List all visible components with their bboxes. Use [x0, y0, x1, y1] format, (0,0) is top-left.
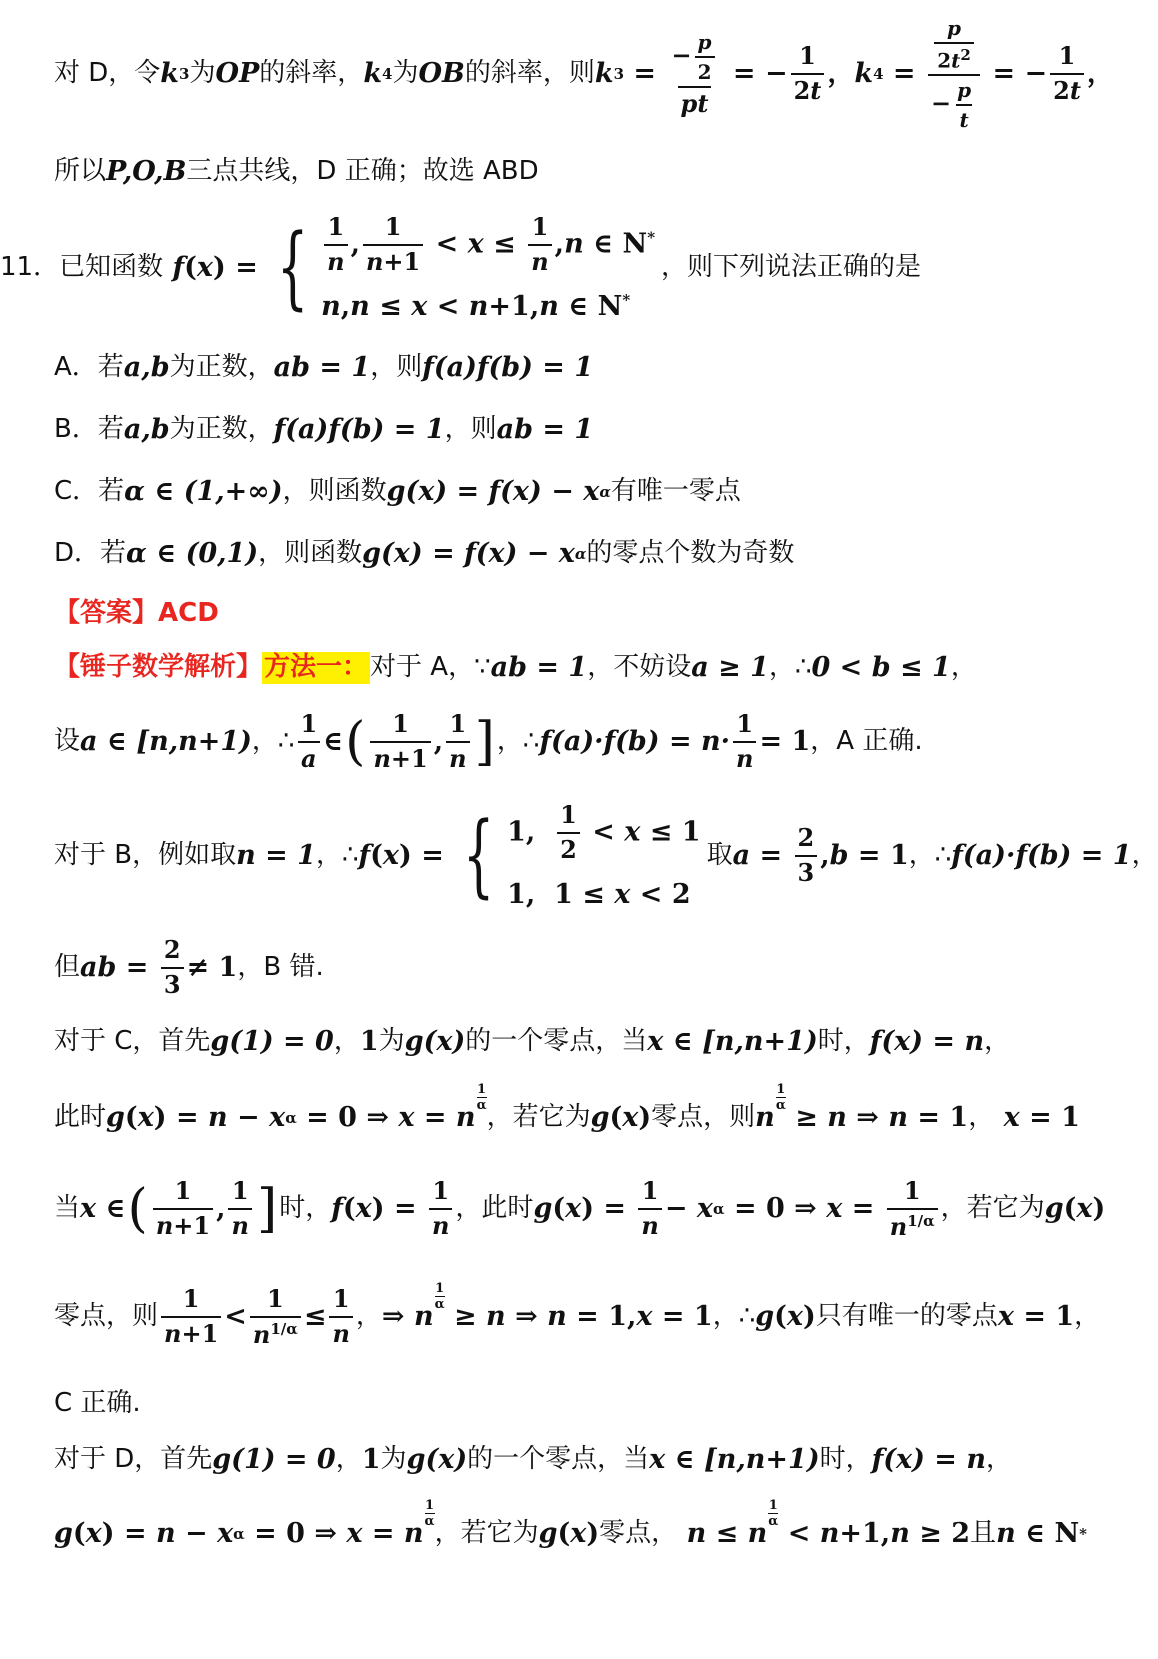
text: 对于 A，∵ [370, 652, 491, 683]
line-d-2 [0, 1497, 1088, 1562]
option-b [0, 408, 1080, 452]
math: g ( x ) [538, 1517, 600, 1549]
math: g(x) [404, 1025, 466, 1057]
text: ，∴ [768, 652, 812, 683]
math-interval: $\frac{1}{a}$ ∈ ( $\frac{1}{n+1}$ , $\frac{1}{n}$ ] [294, 710, 496, 774]
text: 零点，则 [651, 1102, 756, 1133]
text: 此时 [54, 1102, 107, 1133]
text: ，A 正确. [810, 726, 923, 757]
math: α ∈ (0,1) [126, 537, 259, 569]
option-d [0, 532, 1080, 576]
math: n ≤ n 1 α < n +1, n ≥ 2 [686, 1497, 971, 1549]
math-values: a = $\frac{2}{3}$ , b = 1 [732, 823, 909, 887]
text: 的斜率，则 [464, 58, 595, 89]
text: 时， [279, 1193, 332, 1224]
math-ab: ab = $\frac{2}{3}$ ≠ 1 [80, 935, 238, 999]
text: ，此时 [455, 1193, 534, 1224]
math: g(x) [406, 1443, 468, 1475]
question-number: 11． [0, 252, 60, 283]
text: ，则 [444, 414, 497, 445]
math: f(a)f(b) = 1 [422, 351, 594, 383]
text: ，若它为 [486, 1102, 591, 1133]
text: ，则函数 [258, 538, 363, 569]
text: 只有唯一的零点 [815, 1301, 998, 1332]
text: ，若它为 [940, 1193, 1045, 1224]
text: 对于 B，例如取 [54, 840, 237, 871]
option-a [0, 346, 1080, 390]
math-k3-formula: k 3 = − $\frac{p}{2}$ pt = − $\frac{1}{2t}$ ， [594, 29, 855, 118]
math-piecewise: f ( x ) = { 1, $\frac{1}{2}$ < x ≤ 1 1, 1 ≤ x < 2 [358, 800, 701, 910]
math: g(1) = 0 [212, 1443, 336, 1475]
text: 已知函数 [59, 252, 164, 283]
text: ， [985, 1444, 1012, 1475]
text: ，则下列说法正确的是 [661, 252, 922, 283]
math-interval: x ∈ ( $\frac{1}{n+1}$ , $\frac{1}{n}$ ] [80, 1176, 278, 1240]
text: 为 [380, 1444, 407, 1475]
math: a,b [123, 413, 170, 445]
math: a,b [123, 351, 170, 383]
math: g ( x ) [1044, 1192, 1106, 1224]
text: ， [984, 1026, 1011, 1057]
answer-line [0, 594, 1080, 634]
line-c-5 [0, 1384, 1080, 1424]
math: n 1 α ≥ n ⇒ n = 1 [755, 1081, 969, 1133]
text: 有唯一零点 [610, 476, 741, 507]
analysis-line [0, 646, 1080, 690]
math: ab = 1 [273, 351, 371, 383]
text: 对 D，令 [54, 58, 161, 89]
math: g(1) = 0 [210, 1025, 334, 1057]
text: 的一个零点，当 [465, 1026, 648, 1057]
text: ，∴ [712, 1301, 756, 1332]
text: A．若 [54, 352, 124, 383]
math-op: OP [215, 57, 260, 89]
math: x = 1 [997, 1300, 1075, 1332]
text: ， [968, 1102, 995, 1133]
text: ，则 [370, 352, 423, 383]
line-conclusion [0, 152, 1080, 192]
line-a-proof [0, 704, 1080, 780]
text: 为正数， [169, 414, 274, 445]
math: 1 [361, 1443, 381, 1475]
math-expr: g(x) = f(x) − x [386, 475, 600, 507]
text: 当 [54, 1193, 81, 1224]
math: ab = 1 [496, 413, 594, 445]
line-c-4 [0, 1274, 1101, 1360]
math-k4: k 4 [363, 57, 393, 89]
text: ，B 错. [237, 952, 324, 983]
math: ab = 1 [490, 651, 588, 683]
math: f ( x ) = $\frac{1}{n}$ [331, 1177, 455, 1241]
text: ，∴ [908, 840, 952, 871]
question-11 [0, 210, 1080, 326]
analysis-label: 【锤子数学解析】 [54, 652, 263, 683]
line-b-example [0, 800, 1158, 912]
math: f(x) = n [869, 1025, 985, 1057]
text: C 正确. [54, 1388, 141, 1419]
math: f(a)f(b) = 1 [273, 413, 445, 445]
text: ， [335, 1444, 362, 1475]
text: ，不妨设 [587, 652, 692, 683]
option-c [0, 470, 1080, 514]
text: ， [355, 1301, 382, 1332]
text: ， [333, 1026, 360, 1057]
math: g ( x ) [755, 1300, 816, 1332]
text: 设 [54, 726, 81, 757]
math: f(a)·f(b) = 1 [951, 839, 1132, 871]
math: g ( x ) = n − x α = 0 ⇒ x = n 1 α [54, 1497, 435, 1549]
math: α ∈ (1,+∞) [124, 475, 283, 507]
text: D．若 [54, 538, 127, 569]
math: a ≥ 1 [691, 651, 769, 683]
math-function-def: f ( x ) = { $\frac{1}{n}$ , $\frac{1}{n+1}$ < x ≤ $\frac{1}{n}$ ,n ∈ N* n,n ≤ x < n+1,n ∈ N* [172, 212, 656, 322]
math: = 1 [759, 725, 811, 757]
math: x ∈ [n,n+1) [649, 1443, 820, 1475]
line-c-3 [0, 1166, 1106, 1252]
text: ，∴ [496, 726, 540, 757]
line-c-2 [0, 1081, 1080, 1146]
math-k4-formula: k 4 = $\frac{p}{2t^2}$ − $\frac{p}{t}$ = − $\frac{1}{2t}$ ， [854, 15, 1114, 133]
math-frac: $\frac{1}{n}$ [730, 710, 759, 774]
math: g ( x ) = $\frac{1}{n}$ − x α = 0 ⇒ x = $\frac{1}{n^{1/\alpha}}$ [533, 1177, 940, 1242]
math: a ∈ [n,n+1) [80, 725, 252, 757]
text: ，∴ [315, 840, 359, 871]
method-highlight: 方法一： [264, 652, 369, 683]
math: n = 1 [236, 839, 316, 871]
text: 零点， [599, 1518, 678, 1549]
text: 且 [970, 1518, 997, 1549]
math: g(x) = f(x) − x α [362, 537, 587, 569]
text: 为 [189, 58, 216, 89]
text: C．若 [54, 476, 125, 507]
line-c-1 [0, 1020, 1080, 1064]
text: 取 [706, 840, 733, 871]
text: 的零点个数为奇数 [586, 538, 795, 569]
math: f(a)·f(b) = n· [539, 725, 730, 757]
line-d-1 [0, 1438, 1080, 1482]
math: x ∈ [n,n+1) [647, 1025, 818, 1057]
text: ， [1131, 840, 1158, 871]
text: ， [1074, 1301, 1101, 1332]
math: g ( x ) = n − x α = 0 ⇒ x = n 1 α [106, 1081, 487, 1133]
math: 1 [359, 1025, 379, 1057]
math: $\frac{1}{n+1}$ < $\frac{1}{n^{1/\alpha}}$ ≤ $\frac{1}{n}$ [158, 1285, 356, 1350]
math-pob: P,O,B [106, 155, 187, 187]
text: 零点，则 [54, 1301, 159, 1332]
math-expr: g(x) = f(x) − x [362, 537, 575, 569]
math: n ∈ N * [996, 1517, 1088, 1549]
math-k3: k 3 [160, 57, 190, 89]
line-d-slope [0, 14, 1114, 134]
math: x = 1 [1003, 1101, 1080, 1133]
text: 为 [392, 58, 419, 89]
text: ，若它为 [434, 1518, 539, 1549]
answer-label: 【答案】ACD [54, 598, 219, 629]
text: 为 [378, 1026, 405, 1057]
math: ⇒ n 1 α ≥ n ⇒ n = 1, x = 1 [381, 1280, 713, 1332]
text: 所以 [54, 156, 107, 187]
text: ，∴ [251, 726, 295, 757]
math: 0 < b ≤ 1 [811, 651, 951, 683]
text: 时， [817, 1026, 870, 1057]
text: B．若 [54, 414, 124, 445]
math-ob: OB [418, 57, 465, 89]
math: g(x) = f(x) − x α [386, 475, 611, 507]
text: 三点共线，D 正确；故选 ABD [186, 156, 539, 187]
math: f(x) = n [871, 1443, 986, 1475]
text: 的斜率， [259, 58, 364, 89]
text: 为正数， [169, 352, 274, 383]
text: ， [950, 652, 977, 683]
line-b-conclusion [0, 930, 1080, 1006]
text: 对于 C，首先 [54, 1026, 211, 1057]
text: 时， [819, 1444, 872, 1475]
text: ，则函数 [282, 476, 387, 507]
text: 的一个零点，当 [467, 1444, 650, 1475]
text: 但 [54, 952, 81, 983]
math: g ( x ) [590, 1101, 652, 1133]
text: 对于 D，首先 [54, 1444, 213, 1475]
